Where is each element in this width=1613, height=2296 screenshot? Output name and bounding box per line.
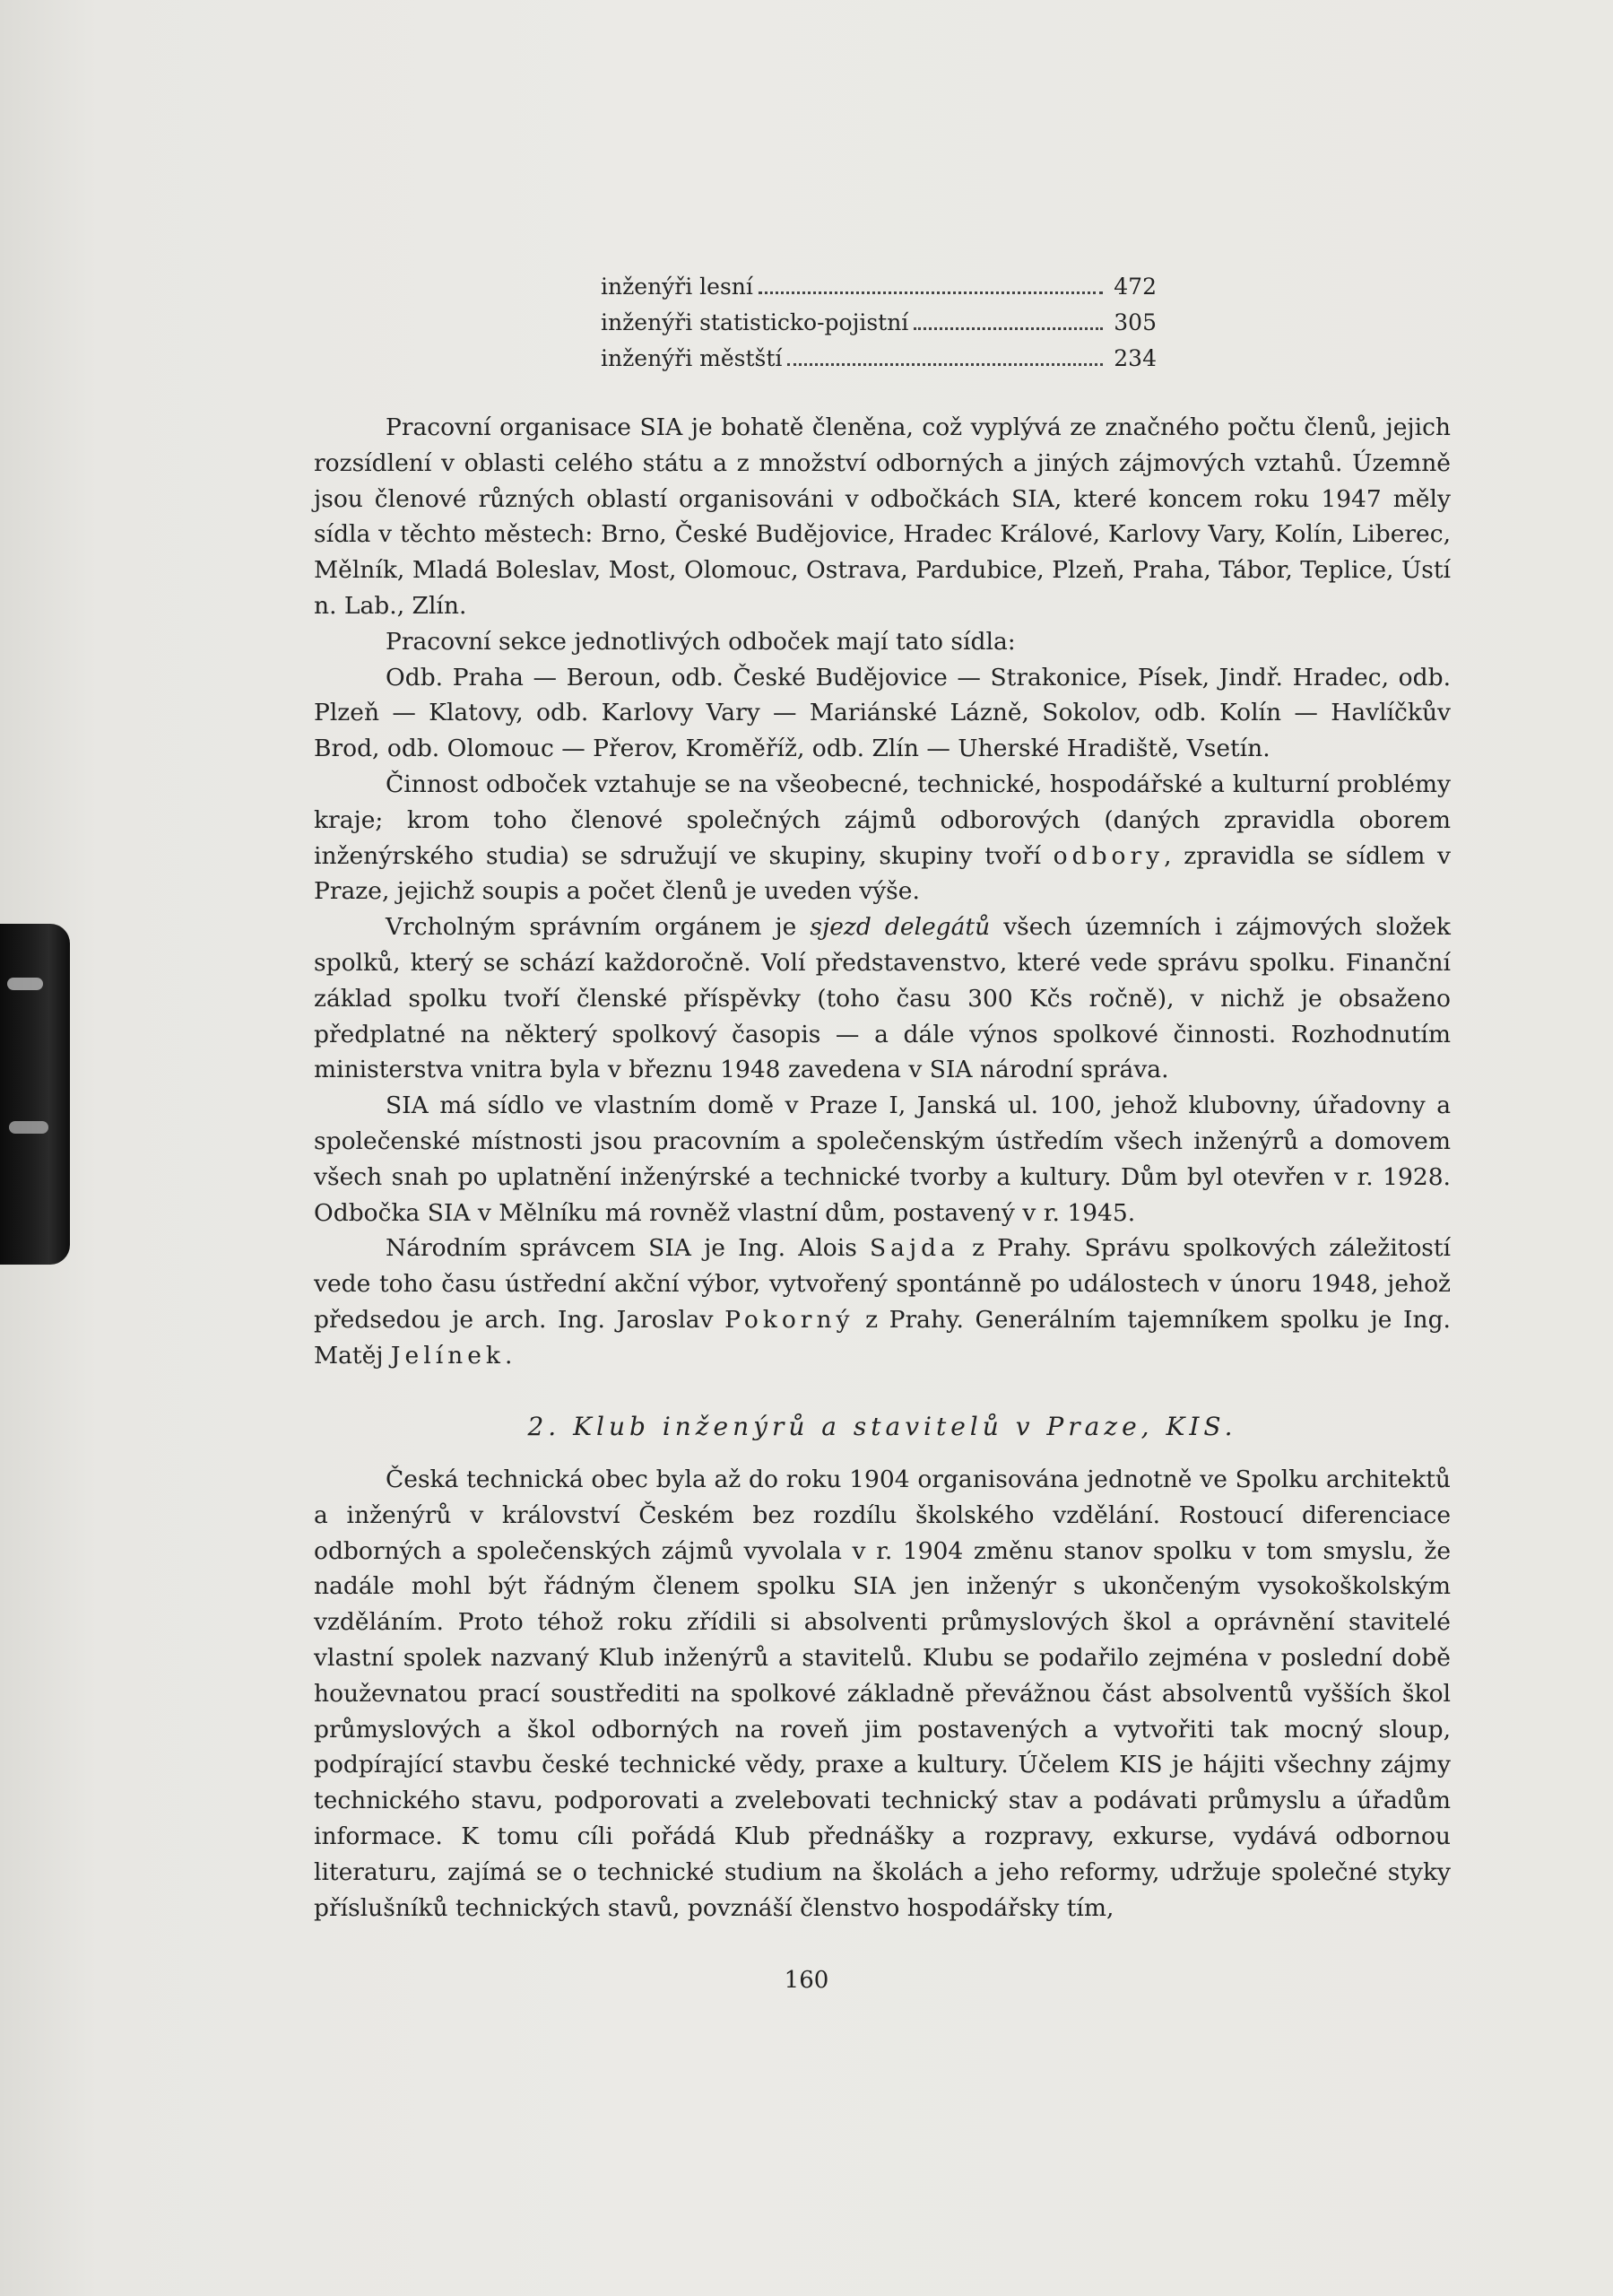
- stat-row: [601, 341, 1157, 377]
- text-run: .: [504, 1341, 513, 1370]
- spiral-binding: [0, 924, 70, 1265]
- italic-term: sjezd delegátů: [810, 913, 991, 942]
- stat-label: inženýři městští: [601, 345, 783, 371]
- stat-row: [601, 305, 1157, 341]
- text-run: Činnost odboček vztahuje se na všeobecné, technické, hospodářské a kulturní problémy kraje; krom toho členové společných zájmů odborových (daných zpravidla oborem inženýrského studia) se sdružují ve skupiny, skupiny tvoří: [314, 770, 1451, 870]
- paragraph: Odb. Praha — Beroun, odb. České Budějovice — Strakonice, Písek, Jindř. Hradec, odb. Plzeň — Klatovy, odb. Karlovy Vary — Mariánské Lázně, Sokolov, odb. Kolín — Havlíčkův Brod, odb. Olomouc — Přerov, Kroměříž, odb. Zlín — Uherské Hradiště, Vsetín.: [314, 663, 1451, 763]
- dot-leader: [914, 327, 1103, 330]
- membership-stats-list: [601, 269, 1157, 377]
- page-number: 160: [784, 1967, 829, 1994]
- stat-value: 305: [1114, 309, 1157, 335]
- paragraph: [314, 909, 1451, 1088]
- paragraph: Česká technická obec byla až do roku 1904 organisována jednotně ve Spolku architektů a inženýrů v království Českém bez rozdílu školského vzdělání. Rostoucí diferenciace odborných a společenských zájmů vyvolala v r. 1904 změnu stanov spolku v tom smyslu, že nadále mohl být řádným členem spolku SIA jen inženýr s ukončeným vysokoškolským vzděláním. Proto téhož roku zřídili si absolventi průmyslových škol a oprávnění stavitelé vlastní spolek nazvaný Klub inženýrů a stavitelů. Klubu se podařilo zejména v poslední době houževnatou prací soustřediti na spolkové základně převážnou část absolventů vyšších škol průmyslových a škol odborných na roveň jim postavených a vytvořiti tak mocný sloup, podpírající stavbu české technické vědy, praxe a kultury. Účelem KIS je hájiti všechny zájmy technického stavu, podporovati a zvelebovati technický stav a podávati průmyslu a úřadům informace. K tomu cíli pořádá Klub přednášky a rozpravy, exkurse, vydává odbornou literaturu, zajímá se o technické studium na školách a jeho reformy, udržuje společné styky příslušníků technických stavů, povznáší členstvo hospodářsky tím,: [314, 1465, 1451, 1922]
- dot-leader: [759, 291, 1103, 294]
- stat-label: inženýři statisticko-pojistní: [601, 309, 909, 335]
- spaced-term: odbory: [1053, 841, 1165, 870]
- text-run: z Prahy. Generálním tajemníkem spolku je Ing. Matěj: [314, 1305, 1451, 1370]
- text-run: Národním správcem SIA je Ing. Alois: [386, 1234, 870, 1263]
- stat-value: 472: [1114, 274, 1157, 300]
- section1-body: [314, 410, 1451, 1374]
- spaced-name: Sajda: [869, 1234, 959, 1263]
- text-run: z Prahy. Správu spolkových záležitostí vede toho času ústřední akční výbor, vytvořený spontánně po událostech v únoru 1948, jehož předsedou je arch. Ing. Jaroslav: [314, 1234, 1451, 1334]
- text-run: , zpravidla se sídlem v Praze, jejichž soupis a počet členů je uveden výše.: [314, 841, 1452, 906]
- paragraph: SIA má sídlo ve vlastním domě v Praze I, Janská ul. 100, jehož klubovny, úřadovny a společenské místnosti jsou pracovním a společenským ústředím všech inženýrů a domovem všech snah po uplatnění inženýrské a technické tvorby a kultury. Dům byl otevřen v r. 1928. Odbočka SIA v Mělníku má rovněž vlastní dům, postavený v r. 1945.: [314, 1091, 1451, 1227]
- text-run: všech územních i zájmových složek spolků, který se schází každoročně. Volí představenstvo, které vede správu spolku. Finanční základ spolku tvoří členské příspěvky (toho času 300 Kčs ročně), v nichž je obsaženo předplatné na některý spolkový časopis — a dále výnos spolkové činnosti. Rozhodnutím ministerstva vnitra byla v březnu 1948 zavedena v SIA národní správa.: [314, 913, 1451, 1084]
- paragraph: Pracovní organisace SIA je bohatě členěna, což vyplývá ze značného počtu členů, jejich rozsídlení v oblasti celého státu a z množství odborných a jiných zájmových vztahů. Územně jsou členové různých oblastí organisováni v odbočkách SIA, které koncem roku 1947 měly sídla v těchto městech: Brno, České Budějovice, Hradec Králové, Karlovy Vary, Kolín, Liberec, Mělník, Mladá Boleslav, Most, Olomouc, Ostrava, Pardubice, Plzeň, Praha, Tábor, Teplice, Ústí n. Lab., Zlín.: [314, 413, 1451, 620]
- text-run: Vrcholným správním orgánem je: [386, 913, 811, 942]
- stat-label: inženýři lesní: [601, 274, 753, 300]
- section-heading: 2. Klub inženýrů a stavitelů v Praze, KIS.: [527, 1412, 1237, 1441]
- stat-value: 234: [1114, 345, 1157, 371]
- paragraph: Pracovní sekce jednotlivých odboček mají tato sídla:: [386, 627, 1016, 656]
- paragraph: [314, 767, 1451, 909]
- spaced-name: Jelínek: [390, 1341, 505, 1370]
- paragraph: [314, 1231, 1451, 1373]
- spaced-name: Pokorný: [724, 1305, 854, 1334]
- stat-row: [601, 269, 1157, 305]
- section2-body: [314, 1462, 1451, 1926]
- dot-leader: [787, 363, 1103, 366]
